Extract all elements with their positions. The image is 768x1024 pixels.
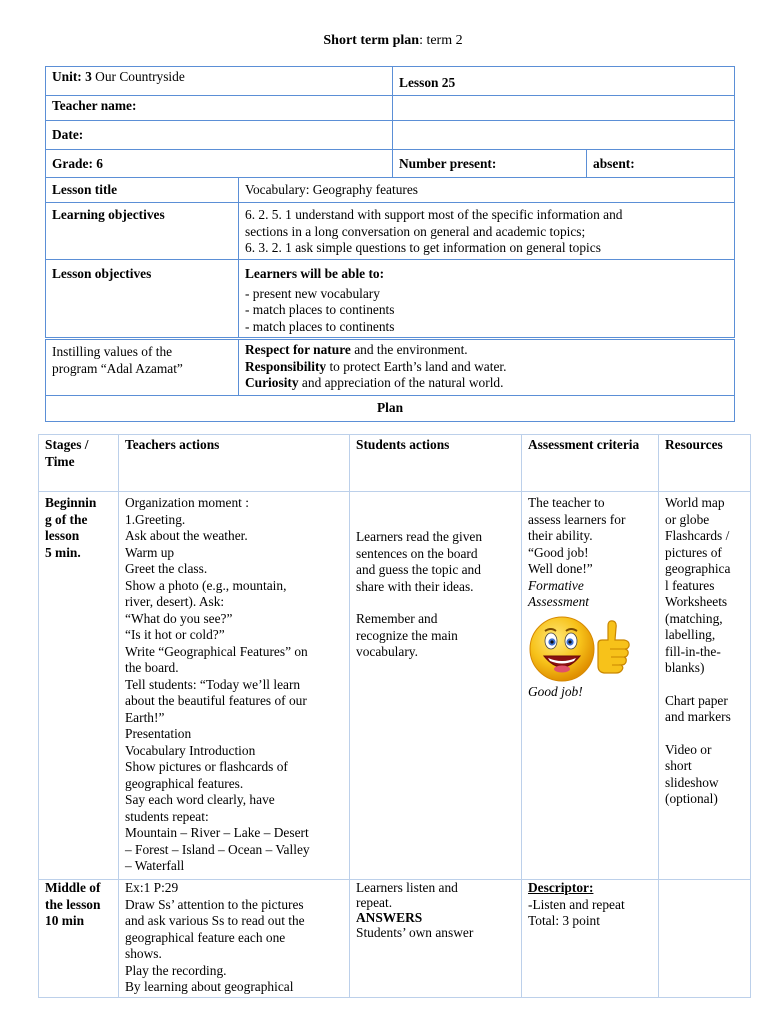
teacher-actions-middle: Ex:1 P:29 Draw Ss’ attention to the pictures and ask various Ss to read out the geographical feature each one shows. Play the recording. By learning about geographical xyxy=(119,880,350,998)
column-header-teachers: Teachers actions xyxy=(119,435,350,492)
assessment-beginning: The teacher to assess learners for their ability. “Good job! Well done!” Formative Assessment Good job! xyxy=(522,492,659,880)
plan-heading: Plan xyxy=(46,396,735,422)
plan-table xyxy=(38,434,751,998)
grade-cell: Grade: 6 xyxy=(46,150,393,178)
resources-beginning: World map or globe Flashcards / pictures of geographica l features Worksheets (matching, labelling, fill-in-the- blanks) Chart paper and markers Video or short slideshow (optional) xyxy=(659,492,751,880)
stage-middle: Middle of the lesson 10 min xyxy=(39,880,119,998)
resources-middle xyxy=(659,880,751,998)
number-present-label: Number present: xyxy=(393,150,587,178)
teacher-name-label: Teacher name: xyxy=(46,96,393,121)
student-actions-middle: Learners listen and repeat. ANSWERS Students’ own answer xyxy=(350,880,522,998)
column-header-assessment: Assessment criteria xyxy=(522,435,659,492)
student-actions-beginning: Learners read the given sentences on the board and guess the topic and share with their ideas. Remember and recognize the main vocabulary. xyxy=(350,492,522,880)
thumbs-up-smiley-icon xyxy=(524,614,636,682)
lesson-objectives-value: Learners will be able to: - present new vocabulary - match places to continents - match places to continents xyxy=(239,260,735,339)
lesson-title-label: Lesson title xyxy=(46,178,239,203)
date-value xyxy=(393,121,735,150)
teacher-actions-beginning: Organization moment : 1.Greeting. Ask about the weather. Warm up Greet the class. Show a photo (e.g., mountain, river, desert). Ask: “What do you see?” “Is it hot or cold?” Write “Geographical Features” on the board. Tell students: “Today we’ll learn about the beautiful features of our Earth!” Presentation Vocabulary Introduction Show pictures or flashcards of geographical features. Say each word clearly, have students repeat: Mountain – River – Lake – Desert – Forest – Island – Ocean – Valley – Waterfall xyxy=(119,492,350,880)
column-header-resources: Resources xyxy=(659,435,751,492)
lesson-number: Lesson 25 xyxy=(393,67,735,96)
unit-cell: Unit: 3 Our Countryside xyxy=(46,67,393,96)
column-header-students: Students actions xyxy=(350,435,522,492)
values-label: Instilling values of the program “Adal Azamat” xyxy=(46,339,239,396)
absent-label: absent: xyxy=(587,150,735,178)
page-title: Short term plan: term 2 xyxy=(323,33,463,48)
date-label: Date: xyxy=(46,121,393,150)
lesson-title-value: Vocabulary: Geography features xyxy=(239,178,735,203)
lesson-info-table xyxy=(45,66,735,422)
lesson-objectives-label: Lesson objectives xyxy=(46,260,239,339)
column-header-stages: Stages / Time xyxy=(39,435,119,492)
learning-objectives-label: Learning objectives xyxy=(46,203,239,260)
learning-objectives-value: 6. 2. 5. 1 understand with support most of the specific information and sections in a long conversation on general and academic topics; 6. 3. 2. 1 ask simple questions to get information on general topics xyxy=(239,203,735,260)
values-list: Respect for nature and the environment. Responsibility to protect Earth’s land and water. Curiosity and appreciation of the natural world. xyxy=(239,339,735,396)
assessment-middle: Descriptor: -Listen and repeat Total: 3 point xyxy=(522,880,659,998)
stage-beginning: Beginnin g of the lesson 5 min. xyxy=(39,492,119,880)
teacher-name-value xyxy=(393,96,735,121)
